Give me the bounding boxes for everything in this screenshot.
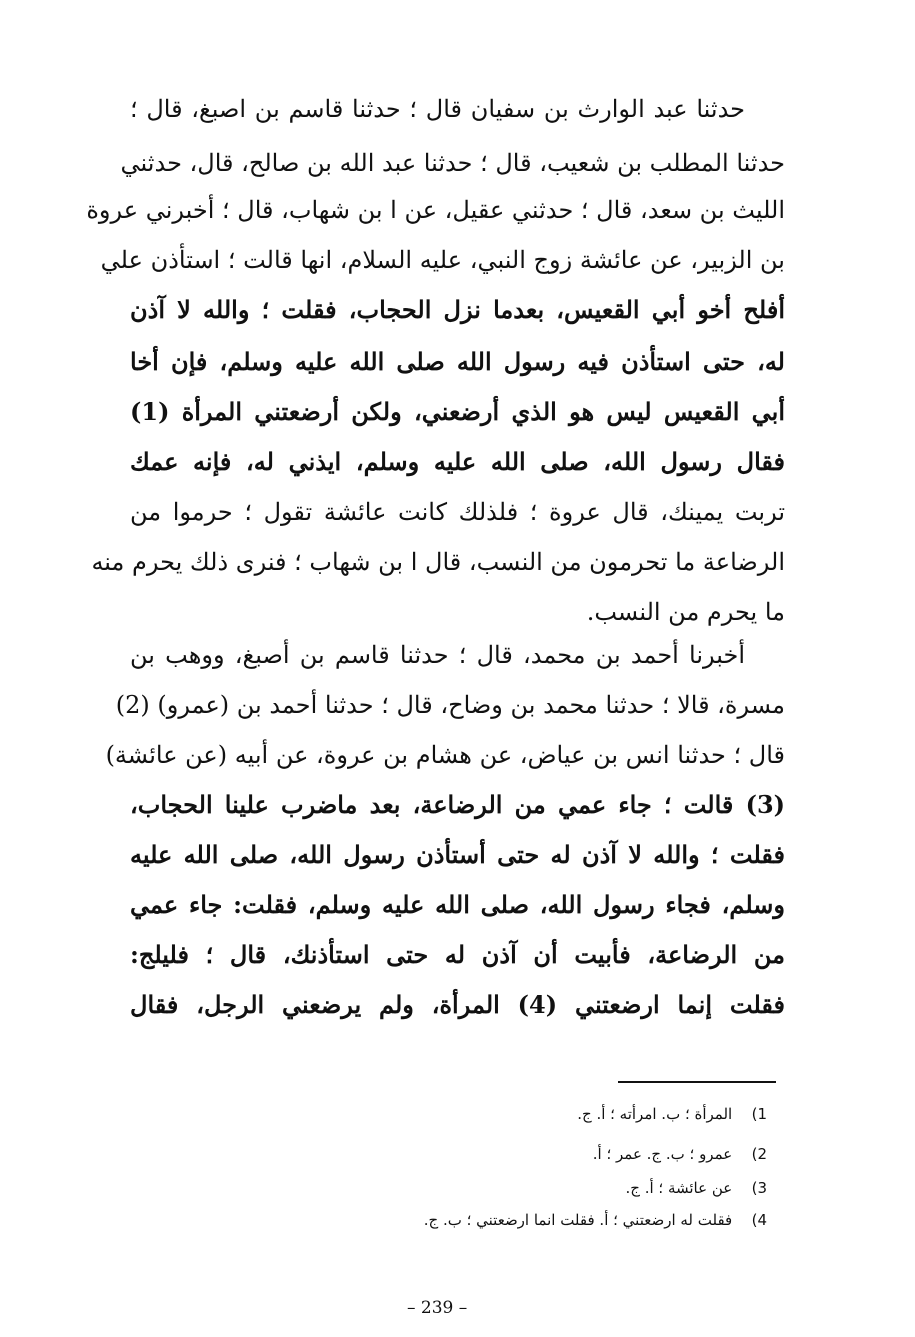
footnote-number: 2) — [751, 1145, 767, 1163]
footnote-text: فقلت له ارضعتني ؛ أ. فقلت انما ارضعتني ؛ ب. ج. — [423, 1211, 733, 1229]
footnote — [577, 1103, 767, 1125]
text-line: الرضاعة ما تحرمون من النسب، قال ا بن شهاب ؛ فنرى ذلك يحرم منه — [91, 548, 785, 576]
text-line: ما يحرم من النسب. — [586, 598, 785, 626]
footnote-number: 4) — [751, 1211, 767, 1229]
text-line: تربت يمينك، قال عروة ؛ فلذلك كانت عائشة تقول ؛ حرموا من — [130, 498, 785, 526]
footnote — [424, 1209, 767, 1231]
text-line: (3) قالت ؛ جاء عمي من الرضاعة، بعد ماضرب علينا الحجاب، — [130, 790, 785, 819]
page-number: – 239 – — [407, 1298, 468, 1318]
text-line: أبي القعيس ليس هو الذي أرضعني، ولكن أرضعتني المرأة (1) — [130, 397, 785, 426]
text-line: فقال رسول الله، صلى الله عليه وسلم، ايذني له، فإنه عمك — [130, 447, 785, 476]
text-line: فقلت إنما ارضعتني (4) المرأة، ولم يرضعني الرجل، فقال — [130, 990, 785, 1019]
footnote-text: المرأة ؛ ب. امرأته ؛ أ. ج. — [577, 1105, 733, 1123]
text-line: قال ؛ حدثنا انس بن عياض، عن هشام بن عروة، عن أبيه (عن عائشة) — [105, 741, 785, 769]
text-line: وسلم، فجاء رسول الله، صلى الله عليه وسلم، فقلت: جاء عمي — [130, 890, 785, 919]
text-line: فقلت ؛ والله لا آذن له حتى أستأذن رسول الله، صلى الله عليه — [130, 840, 785, 869]
text-line: أفلح أخو أبي القعيس، بعدما نزل الحجاب، فقلت ؛ والله لا آذن — [130, 295, 785, 324]
text-line: من الرضاعة، فأبيت أن آذن له حتى استأذنك، قال ؛ فليلج: — [130, 940, 785, 969]
footnote-separator — [618, 1081, 776, 1083]
text-line: أخبرنا أحمد بن محمد، قال ؛ حدثنا قاسم بن أصبغ، ووهب بن — [130, 641, 745, 669]
footnote — [626, 1177, 768, 1199]
footnote-number: 3) — [751, 1179, 767, 1197]
text-line: له، حتى استأذن فيه رسول الله صلى الله عليه وسلم، فإن أخا — [130, 347, 785, 376]
text-line: حدثنا المطلب بن شعيب، قال ؛ حدثنا عبد الله بن صالح، قال، حدثني — [120, 149, 785, 177]
text-line: حدثنا عبد الوارث بن سفيان قال ؛ حدثنا قاسم بن اصبغ، قال ؛ — [130, 95, 745, 123]
text-line: الليث بن سعد، قال ؛ حدثني عقيل، عن ا بن شهاب، قال ؛ أخبرني عروة — [86, 196, 785, 224]
text-line: مسرة، قالا ؛ حدثنا محمد بن وضاح، قال ؛ حدثنا أحمد بن (عمرو) (2) — [115, 691, 785, 719]
footnote-number: 1) — [751, 1105, 767, 1123]
text-line: بن الزبير، عن عائشة زوج النبي، عليه السلام، انها قالت ؛ استأذن علي — [100, 246, 785, 274]
footnote — [593, 1143, 767, 1165]
footnote-text: عمرو ؛ ب. ج. عمر ؛ أ. — [592, 1145, 733, 1163]
footnote-text: عن عائشة ؛ أ. ج. — [625, 1179, 733, 1197]
